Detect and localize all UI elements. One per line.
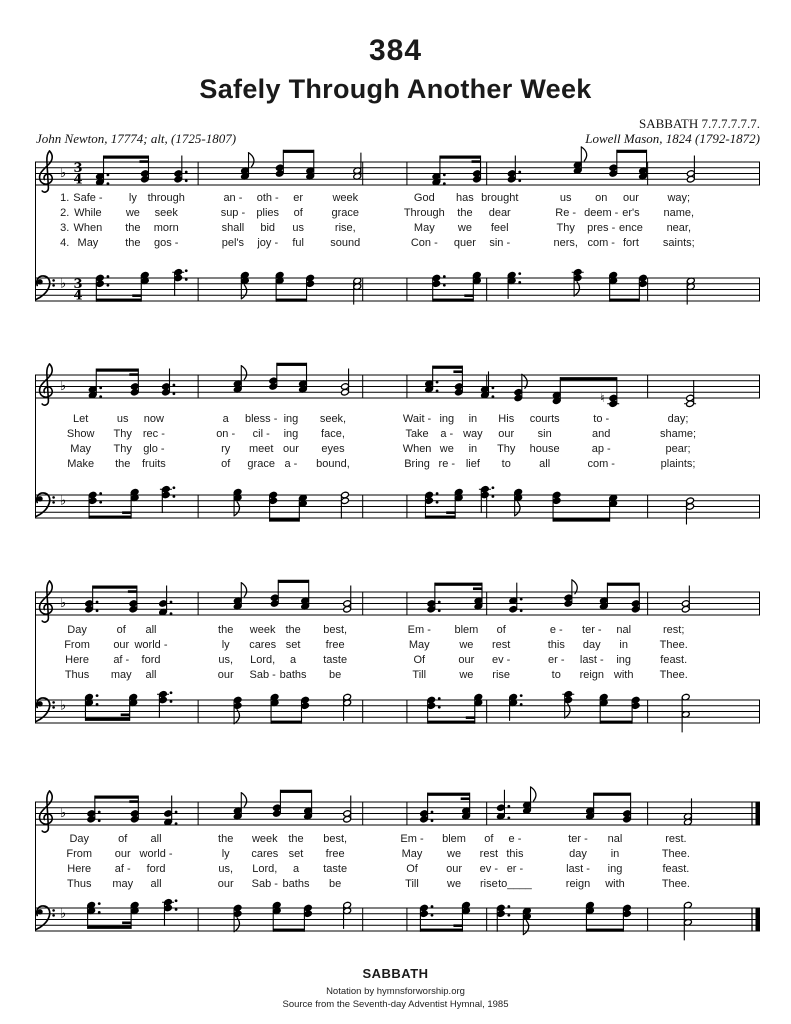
lyric-syllable: Thee. [659,669,688,681]
lyric-syllable: feast. [660,654,688,666]
bass-clef-icon [36,493,55,516]
lyric-syllable: face, [321,428,345,440]
lyric-syllable: now [143,413,164,425]
lyric-syllable: pear; [665,443,691,455]
flat-sign-icon: ♭ [60,906,67,922]
treble-staff [30,138,770,210]
lyric-syllable: Thy [113,428,132,440]
lyric-syllable: courts [529,413,560,425]
footer-source: Source from the Seventh-day Adventist Hymnal, 1985 [282,999,509,1010]
lyric-syllable: nal [607,833,623,845]
time-signature: 4 [73,288,83,304]
lyric-syllable: world - [139,848,173,860]
lyric-syllable: Con - [410,237,438,249]
lyric-syllable: we [439,443,454,455]
lyric-syllable: ly [221,848,230,860]
treble-clef-icon [40,151,53,192]
lyric-syllable: us, [218,654,234,666]
lyric-syllable: grace [331,207,360,219]
lyric-syllable: of [484,833,494,845]
lyric-syllable: to - [593,413,610,425]
flat-sign-icon: ♭ [60,276,67,292]
lyric-syllable: our [446,863,462,875]
lyric-syllable: week [251,833,278,845]
lyric-syllable: af - [113,654,130,666]
lyric-syllable: Show [66,428,95,440]
flat-sign-icon: ♭ [60,493,67,509]
lyric-syllable: sin - [489,237,511,249]
lyric-syllable: baths [279,669,307,681]
lyric-syllable: Day [67,624,87,636]
lyric-syllable: a - [440,428,454,440]
lyric-syllable: Em - [400,833,424,845]
lyric-syllable: When [73,222,103,234]
lyric-syllable: er's [622,207,640,219]
lyric-syllable: er [293,192,304,204]
lyric-syllable: to____ [498,878,532,890]
lyric-syllable: rest [479,848,499,860]
lyric-syllable: reign [579,669,605,681]
natural-sign-icon: ♮ [600,391,605,405]
lyric-syllable: us [116,413,129,425]
lyric-syllable: From [64,639,90,651]
lyric-syllable: Lord, [250,654,276,666]
lyric-syllable: all [150,833,162,845]
lyric-syllable: seek [154,207,178,219]
lyric-syllable: day [582,639,601,651]
lyric-syllable: May [408,639,430,651]
lyric-syllable: us [292,222,304,234]
lyric-syllable: all [539,458,551,470]
lyric-syllable: last - [579,654,604,666]
lyric-syllable: pres - [587,222,616,234]
lyric-syllable: taste [323,654,348,666]
lyric-syllable: quer [453,237,476,249]
treble-clef-icon [40,364,53,405]
lyric-syllable: week [249,624,276,636]
lyric-syllable: shame; [660,428,697,440]
lyric-syllable: best, [323,833,348,845]
treble-staff [30,351,770,423]
lyric-syllable: bless - [244,413,278,425]
author-credit: John Newton, 17774; alt, (1725-1807) [36,131,237,146]
lyric-syllable: free [325,639,345,651]
lyric-syllable: all [145,624,157,636]
lyric-syllable: house [529,443,560,455]
lyric-syllable: fort [622,237,639,249]
lyric-syllable: Wait - [402,413,432,425]
lyric-syllable: world - [134,639,168,651]
lyric-syllable: cil - [252,428,270,440]
lyric-syllable: pel's [221,237,245,249]
lyric-syllable: Thee. [661,878,690,890]
lyric-syllable: Of [413,654,426,666]
lyric-syllable: When [402,443,432,455]
lyric-syllable: near, [666,222,692,234]
bass-staff [30,471,770,543]
lyric-syllable: May [70,443,92,455]
lyric-syllable: ing [439,413,455,425]
lyric-syllable: saints; [662,237,695,249]
lyric-syllable: be [329,669,342,681]
time-signature: 4 [73,172,83,188]
lyric-syllable: through [147,192,185,204]
footer-notation: Notation by hymnsforworship.org [326,986,465,997]
lyric-syllable: deem - [584,207,619,219]
lyric-syllable: ing [283,428,299,440]
lyric-syllable: While [74,207,102,219]
lyric-syllable: a [292,863,300,875]
lyric-syllable: ap - [591,443,611,455]
lyric-syllable: com - [587,237,615,249]
lyric-syllable: Of [406,863,418,875]
lyric-syllable: nal [616,624,632,636]
flat-sign-icon: ♭ [60,596,67,611]
lyric-syllable: and [592,428,611,440]
lyric-syllable: joy - [257,237,279,249]
lyric-syllable: we [457,222,472,234]
lyric-syllable: our [622,192,639,204]
lyric-syllable: way [463,428,483,440]
lyric-syllable: Sab - [249,669,276,681]
lyric-syllable: May [413,222,435,234]
lyric-syllable: From [66,848,93,860]
lyric-syllable: to [501,458,511,470]
lyric-syllable: a [290,654,297,666]
lyric-syllable: Em - [407,624,431,636]
lyric-syllable: a [222,413,229,425]
lyric-syllable: Here [65,654,89,666]
hymn-title: Safely Through Another Week [199,74,592,104]
lyric-syllable: eyes [321,443,345,455]
composer-credit: Lowell Mason, 1824 (1792-1872) [585,131,760,146]
lyric-syllable: glo - [143,443,165,455]
lyric-syllable: rise [492,669,511,681]
verse-number: 3. [60,222,70,234]
lyric-syllable: ev - [479,863,499,875]
lyric-syllable: sin [537,428,552,440]
lyric-syllable: we [447,878,462,890]
lyric-syllable: Thy [497,443,516,455]
lyric-syllable: of [118,833,128,845]
lyric-syllable: our [217,669,234,681]
verse-number: 2. [60,207,70,219]
lyric-syllable: Re - [555,207,577,219]
lyric-syllable: with [613,669,634,681]
lyric-syllable: taste [323,863,348,875]
treble-staff [30,568,770,640]
lyric-syllable: fruits [141,458,166,470]
lyric-syllable: seek, [319,413,347,425]
lyric-syllable: with [605,878,625,890]
lyric-syllable: ners, [553,237,578,249]
lyric-syllable: set [285,639,301,651]
lyric-syllable: Bring [404,458,430,470]
lyric-syllable: of [293,207,303,219]
lyric-syllable: rise [479,878,498,890]
lyric-syllable: a - [284,458,298,470]
bass-clef-icon [36,698,55,721]
footer-tune-name: SABBATH [362,966,429,981]
lyric-syllable: ev - [492,654,511,666]
lyric-syllable: grace [247,458,275,470]
lyric-syllable: our [217,878,234,890]
lyric-syllable: er - [548,654,565,666]
lyric-syllable: in [468,443,478,455]
lyric-syllable: the [115,458,131,470]
lyric-syllable: feel [490,222,509,234]
lyric-syllable: ry [221,443,231,455]
bass-staff [30,254,770,326]
lyric-syllable: week [332,192,359,204]
lyric-syllable: Thy [113,443,132,455]
lyric-syllable: all [145,669,157,681]
lyric-syllable: may [112,878,134,890]
lyric-syllable: best, [323,624,348,636]
lyric-syllable: way; [667,192,691,204]
bass-staff [30,676,770,748]
lyric-syllable: ing [283,413,299,425]
lyric-syllable: our [498,428,515,440]
lyric-syllable: the [457,207,473,219]
lyric-syllable: Till [405,878,419,890]
lyric-syllable: we [447,848,462,860]
lyric-syllable: the [125,222,141,234]
lyric-syllable: feast. [662,863,690,875]
treble-clef-icon [40,791,53,832]
lyric-syllable: rest. [665,833,687,845]
lyric-syllable: cares [251,848,279,860]
lyric-syllable: has [456,192,474,204]
lyric-syllable: ly [128,192,137,204]
lyric-syllable: of [221,458,231,470]
bass-staff [30,884,770,956]
lyric-syllable: Thus [66,878,92,890]
lyric-syllable: dear [488,207,511,219]
lyric-syllable: us, [218,863,234,875]
lyric-syllable: all [150,878,162,890]
lyric-syllable: God [413,192,435,204]
lyric-syllable: ing [616,654,632,666]
lyric-syllable: be [329,878,342,890]
lyric-syllable: May [77,237,99,249]
lyric-syllable: baths [282,878,310,890]
lyric-syllable: gos - [153,237,179,249]
lyric-syllable: af - [114,863,131,875]
verse-number: 1. [60,192,70,204]
lyric-syllable: blem [454,624,479,636]
lyric-syllable: Thy [556,222,575,234]
lyric-syllable: ful [292,237,304,249]
lyric-syllable: ford [146,863,166,875]
lyric-syllable: of [116,624,126,636]
lyric-syllable: plies [256,207,280,219]
lyric-syllable: on - [216,428,236,440]
lyric-syllable: set [288,848,304,860]
lyric-syllable: on [595,192,608,204]
lyric-syllable: rest; [663,624,685,636]
lyric-syllable: plaints; [660,458,696,470]
lyric-syllable: sound [330,237,361,249]
lyric-syllable: rest [492,639,511,651]
lyric-syllable: in [468,413,478,425]
lyric-syllable: bound, [316,458,350,470]
bass-clef-icon [36,906,55,929]
lyric-syllable: in [610,848,620,860]
lyric-syllable: Day [69,833,89,845]
lyric-syllable: ford [141,654,161,666]
lyric-syllable: oth - [256,192,279,204]
lyric-syllable: e - [508,833,522,845]
lyric-syllable: Sab - [251,878,278,890]
lyric-syllable: morn [153,222,179,234]
lyric-syllable: us [559,192,572,204]
flat-sign-icon: ♭ [60,166,67,181]
lyric-syllable: we [125,207,140,219]
lyric-syllable: Let [73,413,89,425]
lyric-syllable: May [401,848,423,860]
lyric-syllable: our [113,639,130,651]
flat-sign-icon: ♭ [60,698,67,714]
lyric-syllable: His [498,413,515,425]
time-signature: 3 [73,160,83,176]
lyric-syllable: the [288,833,304,845]
lyric-syllable: the [285,624,301,636]
lyric-syllable: Thus [64,669,90,681]
lyric-syllable: ence [619,222,643,234]
lyric-syllable: an - [223,192,243,204]
lyric-syllable: re - [438,458,456,470]
lyric-syllable: Thee. [659,639,688,651]
lyric-syllable: name, [663,207,695,219]
lyric-syllable: to [551,669,561,681]
lyric-syllable: rise, [334,222,356,234]
lyric-syllable: day; [667,413,689,425]
lyric-syllable: Thee. [661,848,690,860]
lyric-syllable: rec - [142,428,165,440]
lyric-syllable: we [459,669,474,681]
treble-clef-icon [40,581,53,622]
lyric-syllable: e - [549,624,563,636]
lyric-syllable: blem [442,833,466,845]
flat-sign-icon: ♭ [60,379,67,394]
lyric-syllable: Here [67,863,92,875]
lyric-syllable: Safe - [73,192,103,204]
lyric-syllable: our [282,443,299,455]
lyric-syllable: ing [607,863,623,875]
lyric-syllable: this [547,639,565,651]
lyric-syllable: Through [403,207,445,219]
lyric-syllable: Till [412,669,427,681]
lyric-syllable: of [496,624,506,636]
lyric-syllable: ly [221,639,230,651]
lyric-syllable: the [218,833,234,845]
lyric-syllable: meet [248,443,274,455]
lyric-syllable: brought [481,192,519,204]
lyric-syllable: our [458,654,475,666]
lyric-syllable: com - [587,458,615,470]
lyric-syllable: reign [565,878,591,890]
lyric-syllable: Make [67,458,95,470]
lyric-syllable: shall [221,222,245,234]
verse-number: 4. [60,237,70,249]
lyric-syllable: our [114,848,131,860]
lyric-syllable: bid [260,222,276,234]
lyric-syllable: this [506,848,524,860]
lyric-syllable: last - [566,863,590,875]
tune-name-meter: SABBATH 7.7.7.7.7.7. [639,116,760,131]
lyric-syllable: ter - [568,833,588,845]
lyric-syllable: sup - [220,207,246,219]
lyric-syllable: cares [249,639,277,651]
lyric-syllable: the [218,624,234,636]
lyric-syllable: er - [506,863,524,875]
time-signature: 3 [73,276,83,292]
lyric-syllable: day [569,848,587,860]
lyric-syllable: the [125,237,141,249]
flat-sign-icon: ♭ [60,806,67,821]
lyric-syllable: Lord, [252,863,278,875]
lyric-syllable: in [619,639,628,651]
bass-clef-icon [36,276,55,299]
lyric-syllable: we [459,639,474,651]
lyric-syllable: free [325,848,345,860]
lyric-syllable: lief [465,458,480,470]
lyric-syllable: may [110,669,132,681]
hymn-number: 384 [368,34,423,67]
lyric-syllable: ter - [582,624,602,636]
lyric-syllable: Take [405,428,429,440]
